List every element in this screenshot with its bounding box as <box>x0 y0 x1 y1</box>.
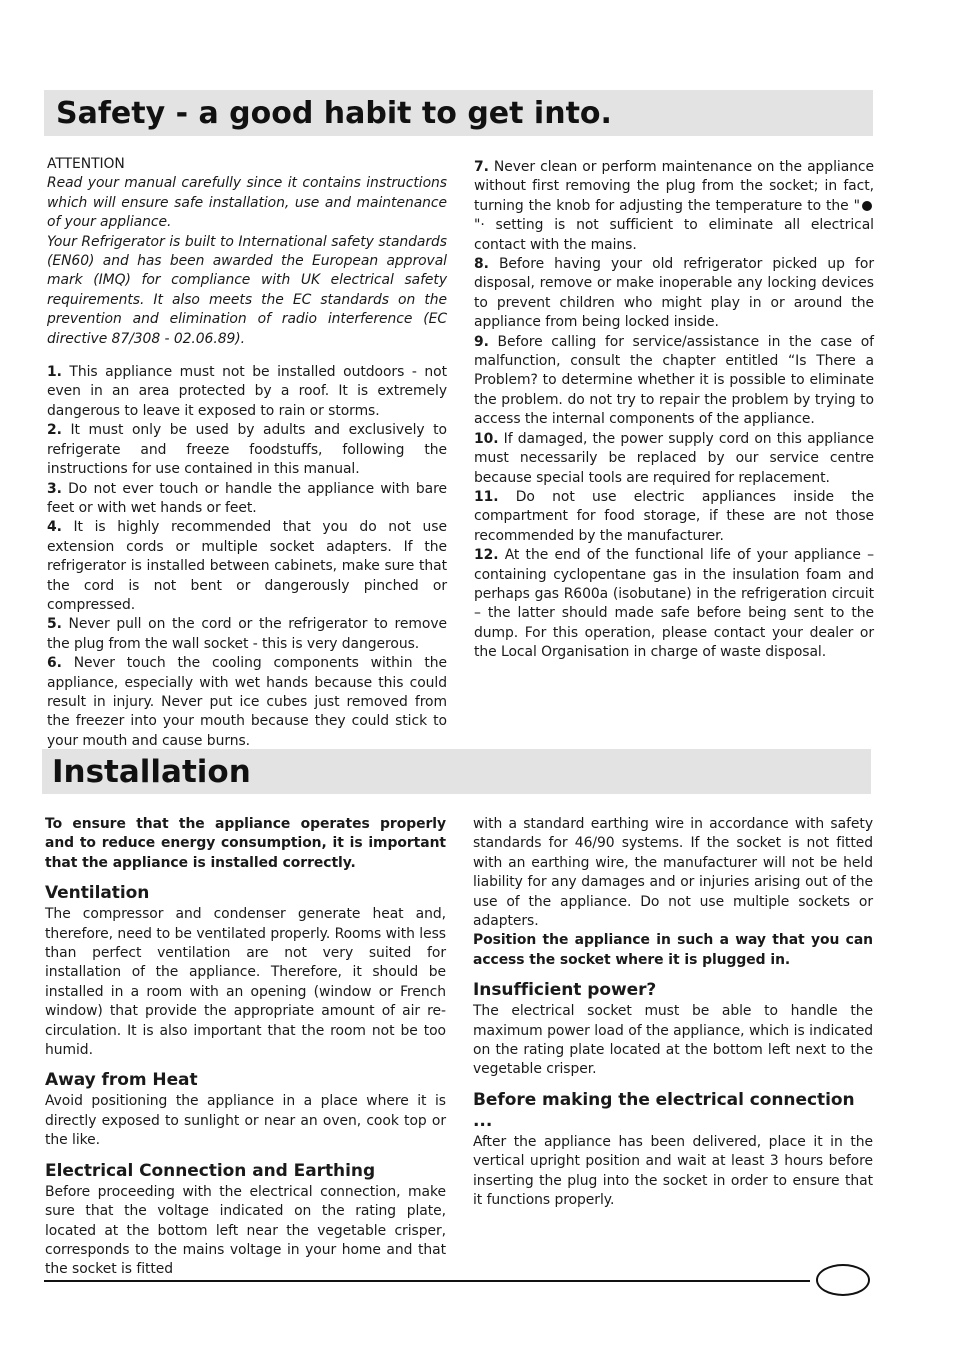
installation-right-column <box>473 815 873 1211</box>
safety-item-10: 10. If damaged, the power supply cord on this appliance must necessarily be replaced by our service centre because special tools are required for replacement. <box>474 430 874 486</box>
away-from-heat-heading: Away from Heat <box>45 1070 198 1091</box>
off-setting-dot-icon <box>862 201 872 211</box>
safety-item-2: 2. It must only be used by adults and exclusively to refrigerate and freeze foodstuffs, following the instructions for use contained in this manual. <box>47 422 448 478</box>
electrical-connection-heading: Electrical Connection and Earthing <box>45 1160 376 1181</box>
page-number-oval <box>816 1264 870 1296</box>
safety-right-column <box>474 158 874 663</box>
ventilation-text: The compressor and condenser generate heat and, therefore, need to be ventilated properly. Rooms with less than perfect ventilation are not very suited for installation of the appliance. Therefore, it should be installed in a room with an opening (window or French window) that provide the appropriate amount of air re-circulation. It is also important that the room not be too humid. <box>45 906 446 1059</box>
safety-item-6: 6. Never touch the cooling components within the appliance, especially with wet hands because this could result in injury. Never put ice cubes just removed from the freezer into your mouth because they could stick to your mouth and cause burns. <box>47 655 447 749</box>
ventilation-heading: Ventilation <box>45 883 150 904</box>
insufficient-power-heading: Insufficient power? <box>473 980 657 1001</box>
safety-section-title: Safety - a good habit to get into. <box>44 90 873 136</box>
installation-intro: To ensure that the appliance operates properly and to reduce energy consumption, it is important that the appliance is installed correctly. <box>45 816 446 871</box>
safety-item-9: 9. Before calling for service/assistance in the case of malfunction, consult the chapter entitled “Is There a Problem? to determine whether it is possible to eliminate the problem. do not try to repair the problem by trying to access the internal components of the appliance. <box>474 333 874 428</box>
safety-item-7: 7. Never clean or perform maintenance on the appliance without first removing the plug from the socket; in fact, turning the knob for adjusting the temperature to the ""· setting is not sufficient to eliminate all electrical contact with the mains. <box>474 159 874 253</box>
insufficient-power-text: The electrical socket must be able to handle the maximum power load of the appliance, which is indicated on the rating plate located at the bottom left next to the vegetable crisper. <box>473 1003 873 1078</box>
safety-item-3: 3. Do not ever touch or handle the appliance with bare feet or with wet hands or feet. <box>47 480 447 516</box>
away-from-heat-text: Avoid positioning the appliance in a place where it is directly exposed to sunlight or near an oven, cook top or the like. <box>45 1093 446 1149</box>
safety-item-12: 12. At the end of the functional life of your appliance – containing cyclopentane gas in the insulation foam and perhaps gas R600a (isobutane) in the refrigeration circuit – the latter should made safe before being sent to the dump. For this operation, please contact your dealer or the Local Organisation in charge of waste disposal. <box>474 547 874 661</box>
before-connection-heading: Before making the electrical connection ... <box>473 1089 855 1131</box>
socket-access-note: Position the appliance in such a way that you can access the socket where it is plugged in. <box>473 932 873 968</box>
attention-label: ATTENTION <box>47 156 125 172</box>
installation-left-column <box>45 815 446 1280</box>
attention-text-standards: Your Refrigerator is built to International safety standards (EN60) and has been awarded the European approval mark (IMQ) for compliance with UK electrical safety requirements. It also meets the EC standards on the prevention and elimination of radio interference (EC directive 87/308 - 02.06.89). <box>47 233 447 347</box>
electrical-connection-text: Before proceeding with the electrical connection, make sure that the voltage indicated on the rating plate, located at the bottom left near the vegetable crisper, corresponds to the mains voltage in your home and that the socket is fitted <box>45 1183 446 1278</box>
before-connection-text: After the appliance has been delivered, place it in the vertical upright position and wait at least 3 hours before inserting the plug into the socket in order to ensure that it functions properly. <box>473 1133 873 1209</box>
attention-text-manual: Read your manual carefully since it contains instructions which will ensure safe installation, use and maintenance of your appliance. <box>47 175 447 231</box>
safety-item-11: 11. Do not use electric appliances inside the compartment for food storage, if these are not those recommended by the manufacturer. <box>474 488 874 544</box>
safety-left-column <box>47 155 447 751</box>
safety-item-8: 8. Before having your old refrigerator picked up for disposal, remove or make inoperable any locking devices to prevent children who might play in or around the appliance from being locked inside. <box>474 256 874 331</box>
electrical-connection-text-continued: with a standard earthing wire in accordance with safety standards for 46/90 systems. If the socket is not fitted with an earthing wire, the manufacturer will not be held liability for any damages and or injuries arising out of the use of the appliance. Do not use multiple sockets or adapters. <box>473 816 873 930</box>
footer-divider <box>44 1280 810 1282</box>
safety-item-5: 5. Never pull on the cord or the refrigerator to remove the plug from the wall socket - this is very dangerous. <box>47 616 447 652</box>
safety-item-1: 1. This appliance must not be installed outdoors - not even in an area protected by a roof. It is extremely dangerous to leave it exposed to rain or storms. <box>47 364 447 419</box>
safety-item-4: 4. It is highly recommended that you do not use extension cords or multiple socket adapters. If the refrigerator is installed between cabinets, make sure that the cord is not bent or dangerously pinched or compressed. <box>47 519 447 613</box>
installation-section-title: Installation <box>42 749 871 794</box>
